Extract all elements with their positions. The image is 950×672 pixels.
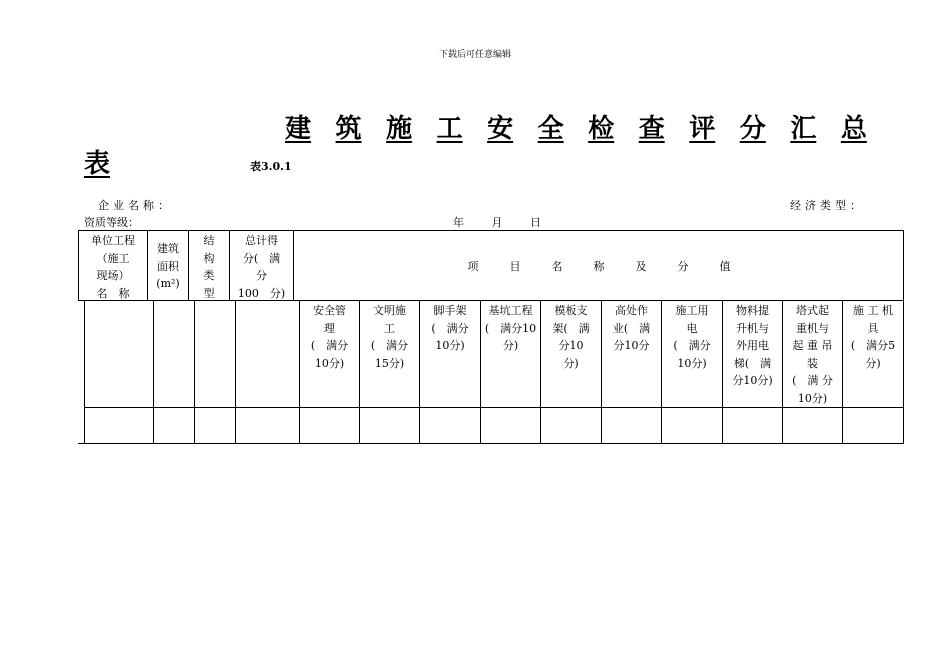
table-border-top (78, 230, 904, 231)
item-construction-tools: 施 工 机 具 ( 满分5 分) (850, 304, 896, 370)
table-rule (153, 300, 154, 444)
item-temporary-power: 施工用 电 ( 满分 10分) (673, 304, 711, 370)
title-char: 全 (537, 114, 564, 144)
item-formwork: 模板支 架( 满 分10 分) (552, 304, 590, 370)
title-char: 筑 (335, 114, 362, 144)
header-unit-project: 单位工程 （施工 现场） 名 称 (91, 234, 135, 300)
items-header: 项 目 名 称 及 分 值 (467, 260, 731, 273)
date-label: 年 月 日 (453, 216, 541, 229)
table-border-left (84, 300, 85, 444)
title-char: 建 (285, 114, 312, 144)
table-border-right (903, 230, 904, 444)
page-title-end: 表 (84, 149, 111, 179)
item-scaffolding: 脚手架 ( 满分 10分) (431, 304, 469, 352)
table-border-bottom (78, 443, 904, 444)
title-char: 分 (739, 114, 766, 144)
item-safety-management: 安全管 理 ( 满分 10分) (310, 304, 349, 370)
item-material-hoist: 物料提 升机与 外用电 梯( 满 分10分) (732, 304, 773, 387)
item-foundation-pit: 基坑工程 ( 满分10 分) (484, 304, 537, 352)
item-civilized-construction: 文明施 工 ( 满分 15分) (370, 304, 409, 370)
table-number: 表3.0.1 (250, 160, 292, 173)
economic-type-label: 经济类型： (790, 199, 865, 212)
item-work-at-height: 高处作 业( 满 分10分 (612, 304, 651, 352)
title-char: 评 (689, 114, 716, 144)
title-char: 检 (588, 114, 615, 144)
table-rule (84, 407, 904, 408)
table-rule (293, 230, 294, 301)
title-char: 安 (487, 114, 514, 144)
title-char: 施 (386, 114, 413, 144)
title-char: 总 (840, 114, 867, 144)
item-tower-crane: 塔式起 重机与 起 重 吊 装 ( 满 分 10分) (792, 304, 833, 405)
table-border-left (78, 230, 79, 301)
table-rule (194, 300, 195, 444)
title-char: 汇 (790, 114, 817, 144)
header-building-area: 建筑 面积 (m²) (156, 242, 180, 290)
qualification-label: 资质等级： (84, 216, 139, 229)
title-char: 查 (638, 114, 665, 144)
header-structure-type: 结 构 类 型 (203, 234, 215, 300)
header-note: 下载后可任意编辑 (438, 50, 511, 60)
company-name-label: 企业名称： (98, 199, 173, 212)
table-rule (235, 300, 236, 444)
page-title (285, 108, 867, 145)
header-total-score: 总计得 分( 满 分 100 分) (237, 234, 286, 300)
title-char: 工 (436, 114, 463, 144)
